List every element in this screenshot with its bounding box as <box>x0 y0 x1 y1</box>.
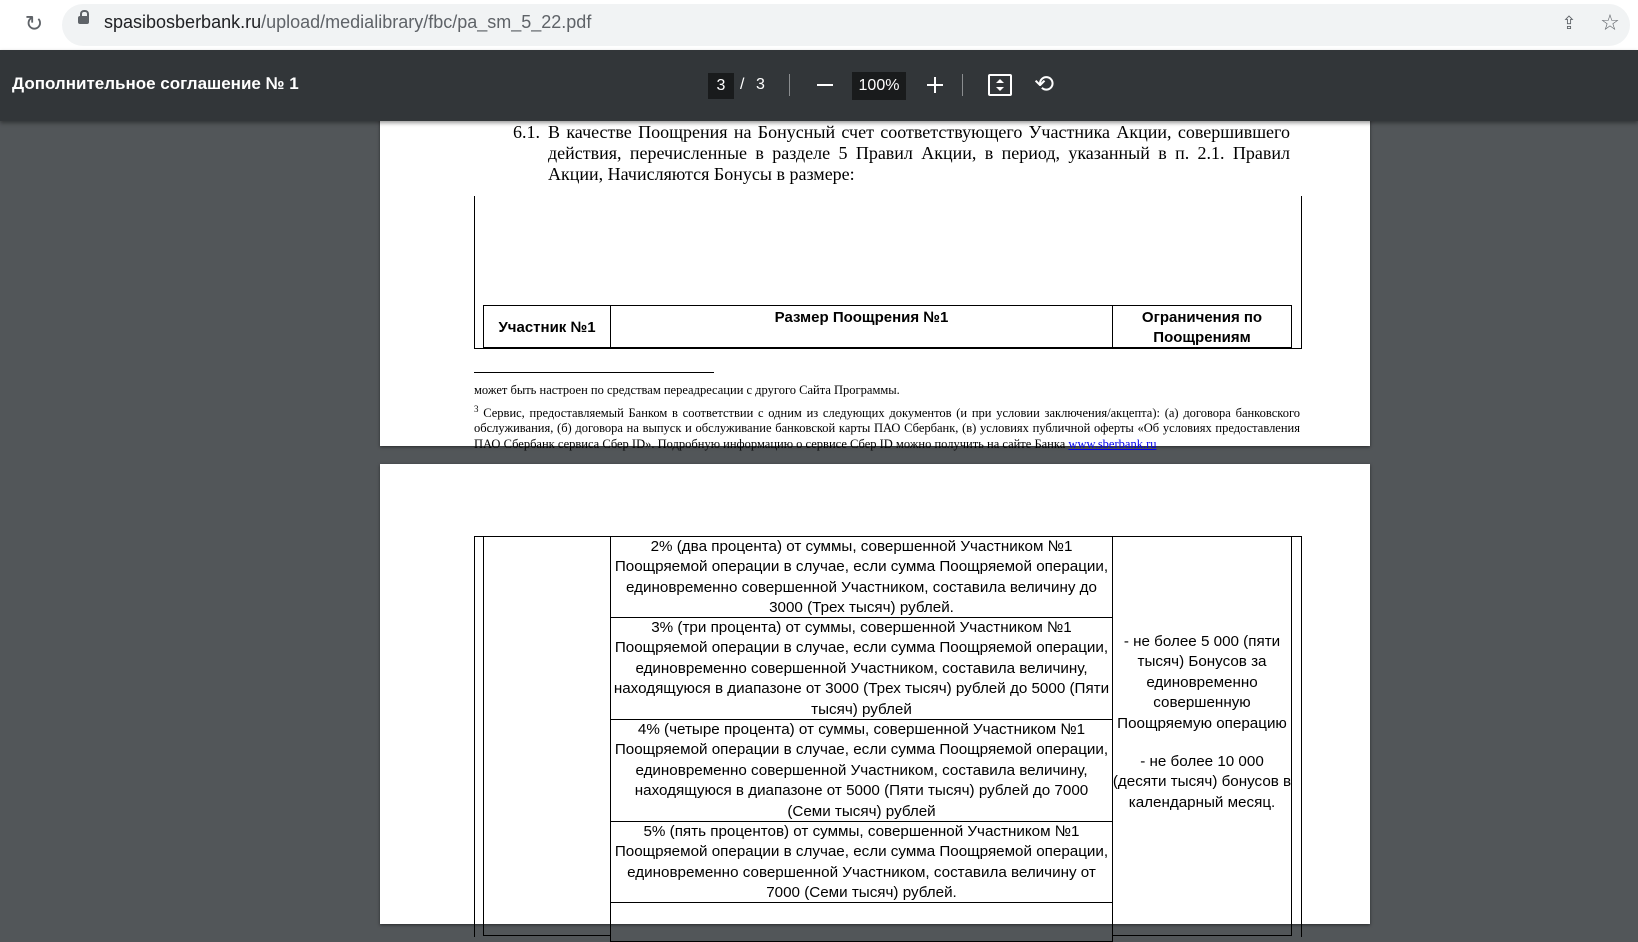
url-text[interactable] <box>104 12 591 33</box>
clause-number: 6.1. <box>513 122 540 142</box>
share-icon[interactable]: ⇪ <box>1561 13 1577 34</box>
limit-item: - не более 10 000 (десяти тысяч) бонусов в календарный месяц. <box>1112 753 1292 811</box>
zoom-in-icon[interactable] <box>922 72 948 98</box>
url-path: /upload/medialibrary/fbc/pa_sm_5_22.pdf <box>261 12 592 32</box>
rotate-counterclockwise-icon[interactable]: ⟲ <box>1033 70 1055 98</box>
table-header-limits: Ограничения по Поощрениям <box>1112 305 1292 348</box>
reload-icon[interactable]: ↻ <box>24 12 44 37</box>
sberbank-link[interactable]: www.sberbank.ru <box>1068 436 1157 451</box>
limit-item: - не более 5 000 (пяти тысяч) Бонусов за единовременно совершенную Поощряемую операцию <box>1117 633 1287 732</box>
reward-row: 2% (два процента) от суммы, совершенной Участником №1 Поощряемой операции в случае, если сумма Поощряемой операции, единовременно совершенной Участником, составила величину до 3000 (Трех тысяч) рублей. <box>610 536 1113 618</box>
lock-icon[interactable] <box>78 16 89 24</box>
reward-row-empty <box>610 902 1113 942</box>
pdf-page <box>380 100 1370 451</box>
footnote-continuation: может быть настроен по средствам переадресации с другого Сайта Программы. <box>474 383 900 397</box>
page-number-input[interactable]: 3 <box>708 73 734 99</box>
pdf-toolbar <box>0 50 1638 121</box>
table-header-reward-size: Размер Поощрения №1 <box>610 305 1113 348</box>
zoom-level-input[interactable]: 100% <box>852 72 906 100</box>
toolbar-divider <box>962 74 963 96</box>
reward-row: 4% (четыре процента) от суммы, совершенной Участником №1 Поощряемой операции в случае, если сумма Поощряемой операции, единовременно совершенной Участником, составила величину, находящуюся в диапазоне от 5000 (Пяти тысяч) рублей до 7000 (Семи тысяч) рублей <box>610 719 1113 822</box>
toolbar-divider <box>789 74 790 96</box>
footnote-3 <box>474 402 1300 453</box>
participant-cell <box>483 536 611 936</box>
page-total: 3 <box>756 76 765 93</box>
zoom-out-icon[interactable] <box>812 72 838 98</box>
reward-row: 3% (три процента) от суммы, совершенной Участником №1 Поощряемой операции в случае, если сумма Поощряемой операции, единовременно совершенной Участником, составила величину, находящуюся в диапазоне от 3000 (Трех тысяч) рублей до 5000 (Пяти тысяч) рублей <box>610 617 1113 720</box>
footnote-divider <box>474 372 714 373</box>
page-separator: / <box>740 76 745 93</box>
url-host: spasibosberbank.ru <box>104 12 262 32</box>
clause-text: В качестве Поощрения на Бонусный счет соответствующего Участника Акции, совершившего действия, перечисленные в разделе 5 Правил Акции, в период, указанный в п. 2.1. Правил Акции, Начисляются Бонусы в размере: <box>548 122 1290 184</box>
footnote-mark: 3 <box>474 403 479 414</box>
fit-to-page-icon[interactable] <box>988 74 1012 96</box>
footnote-3-text: Сервис, предоставляемый Банком в соответствии с одним из следующих документов (и при условии заключения/акцепта): (а) договора банковского обслуживания, (б) договора на выпуск и обслуживание банковской карты ПАО Сбербанк, (в) условиях публичной оферты «Об условиях предоставления ПАО Сбербанк сервиса Сбер ID». Подробную информацию о сервисе Сбер ID можно получить на сайте Банка <box>474 405 1301 451</box>
table-header-participant: Участник №1 <box>483 305 611 348</box>
reward-row: 5% (пять процентов) от суммы, совершенной Участником №1 Поощряемой операции в случае, если сумма Поощряемой операции, единовременно совершенной Участником, составила величину от 7000 (Семи тысяч) рублей. <box>610 821 1113 903</box>
bookmark-star-icon[interactable]: ☆ <box>1600 11 1620 36</box>
limits-text <box>1112 632 1292 813</box>
document-title: Дополнительное соглашение № 1 <box>12 74 299 93</box>
footnotes <box>474 383 1300 452</box>
browser-address-bar <box>0 0 1638 50</box>
pdf-page <box>380 464 1370 924</box>
